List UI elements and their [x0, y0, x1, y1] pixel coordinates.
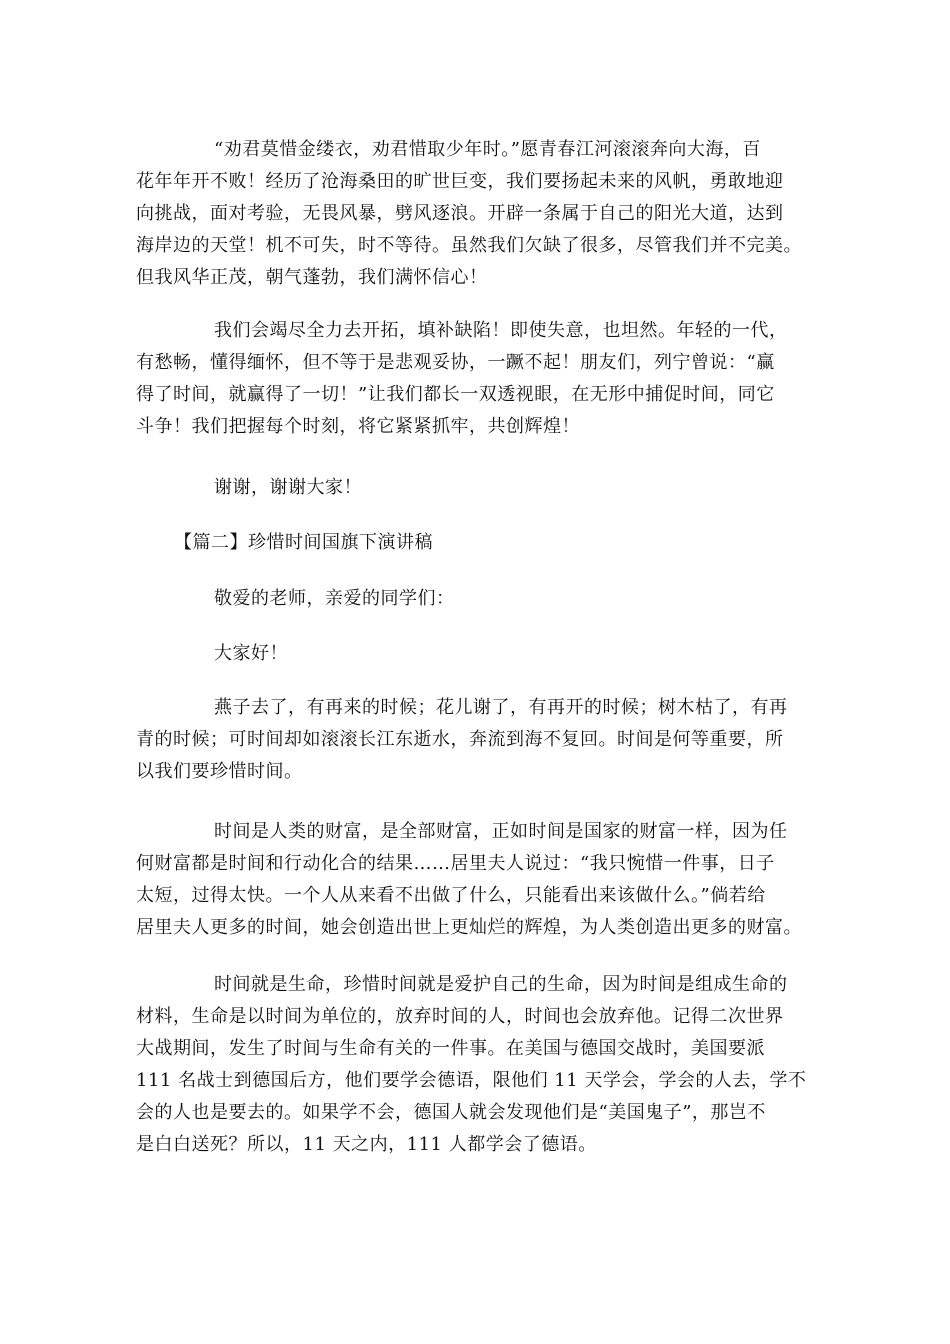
- text-line: 海岸边的天堂！机不可失，时不等待。虽然我们欠缺了很多，尽管我们并不完美。: [136, 235, 802, 256]
- text-line: 时间就是生命，珍惜时间就是爱护自己的生命，因为时间是组成生命的: [214, 974, 788, 995]
- text-line: 居里夫人更多的时间，她会创造出世上更灿烂的辉煌，为人类创造出更多的财富。: [136, 917, 802, 938]
- text-line: 向挑战，面对考验，无畏风暴，劈风逐浪。开辟一条属于自己的阳光大道，达到: [136, 203, 784, 224]
- text-line: 青的时候；可时间却如滚滚长江东逝水，奔流到海不复回。时间是何等重要，所: [136, 729, 784, 750]
- text-line: 但我风华正茂，朝气蓬勃，我们满怀信心！: [136, 267, 488, 288]
- text-line: 何财富都是时间和行动化合的结果……居里夫人说过：“我只惋惜一件事，日子: [136, 853, 775, 874]
- text-line: 有愁畅，懂得缅怀，但不等于是悲观妥协，一蹶不起！朋友们，列宁曾说：“赢: [136, 352, 775, 373]
- text-line: 大战期间，发生了时间与生命有关的一件事。在美国与德国交战时，美国要派: [136, 1038, 765, 1059]
- text-line: “劝君莫惜金缕衣，劝君惜取少年时。”愿青春江河滚滚奔向大海，百: [214, 139, 761, 160]
- text-line: 是白白送死？所以，11 天之内，111 人都学会了德语。: [136, 1134, 597, 1155]
- text-line: 太短，过得太快。一个人从来看不出做了什么，只能看出来该做什么。”倘若给: [136, 885, 766, 906]
- text-line: 以我们要珍惜时间。: [136, 761, 303, 782]
- text-line: 花年年开不败！经历了沧海桑田的旷世巨变，我们要扬起未来的风帆，勇敢地迎: [136, 171, 784, 192]
- text-line: 会的人也是要去的。如果学不会，德国人就会发现他们是“美国鬼子”，那岂不: [136, 1102, 766, 1123]
- text-line: 敬爱的老师，亲爱的同学们：: [214, 588, 455, 609]
- text-line: 得了时间，就赢得了一切！”让我们都长一双透视眼，在无形中捕促时间，同它: [136, 384, 775, 405]
- text-line: 材料，生命是以时间为单位的，放弃时间的人，时间也会放弃他。记得二次世界: [136, 1006, 784, 1027]
- text-line: 燕子去了，有再来的时候；花儿谢了，有再开的时候；树木枯了，有再: [214, 697, 788, 718]
- section-heading: 【篇二】珍惜时间国旗下演讲稿: [174, 532, 433, 553]
- text-line: 我们会竭尽全力去开拓，填补缺陷！即使失意，也坦然。年轻的一代，: [214, 320, 788, 341]
- text-line: 斗争！我们把握每个时刻，将它紧紧抓牢，共创辉煌！: [136, 416, 580, 437]
- text-line: 111 名战士到德国后方，他们要学会德语，限他们 11 天学会，学会的人去，学不: [136, 1070, 807, 1091]
- text-line: 时间是人类的财富，是全部财富，正如时间是国家的财富一样，因为任: [214, 821, 788, 842]
- text-line: 大家好！: [214, 643, 288, 664]
- text-line: 谢谢，谢谢大家！: [214, 477, 362, 498]
